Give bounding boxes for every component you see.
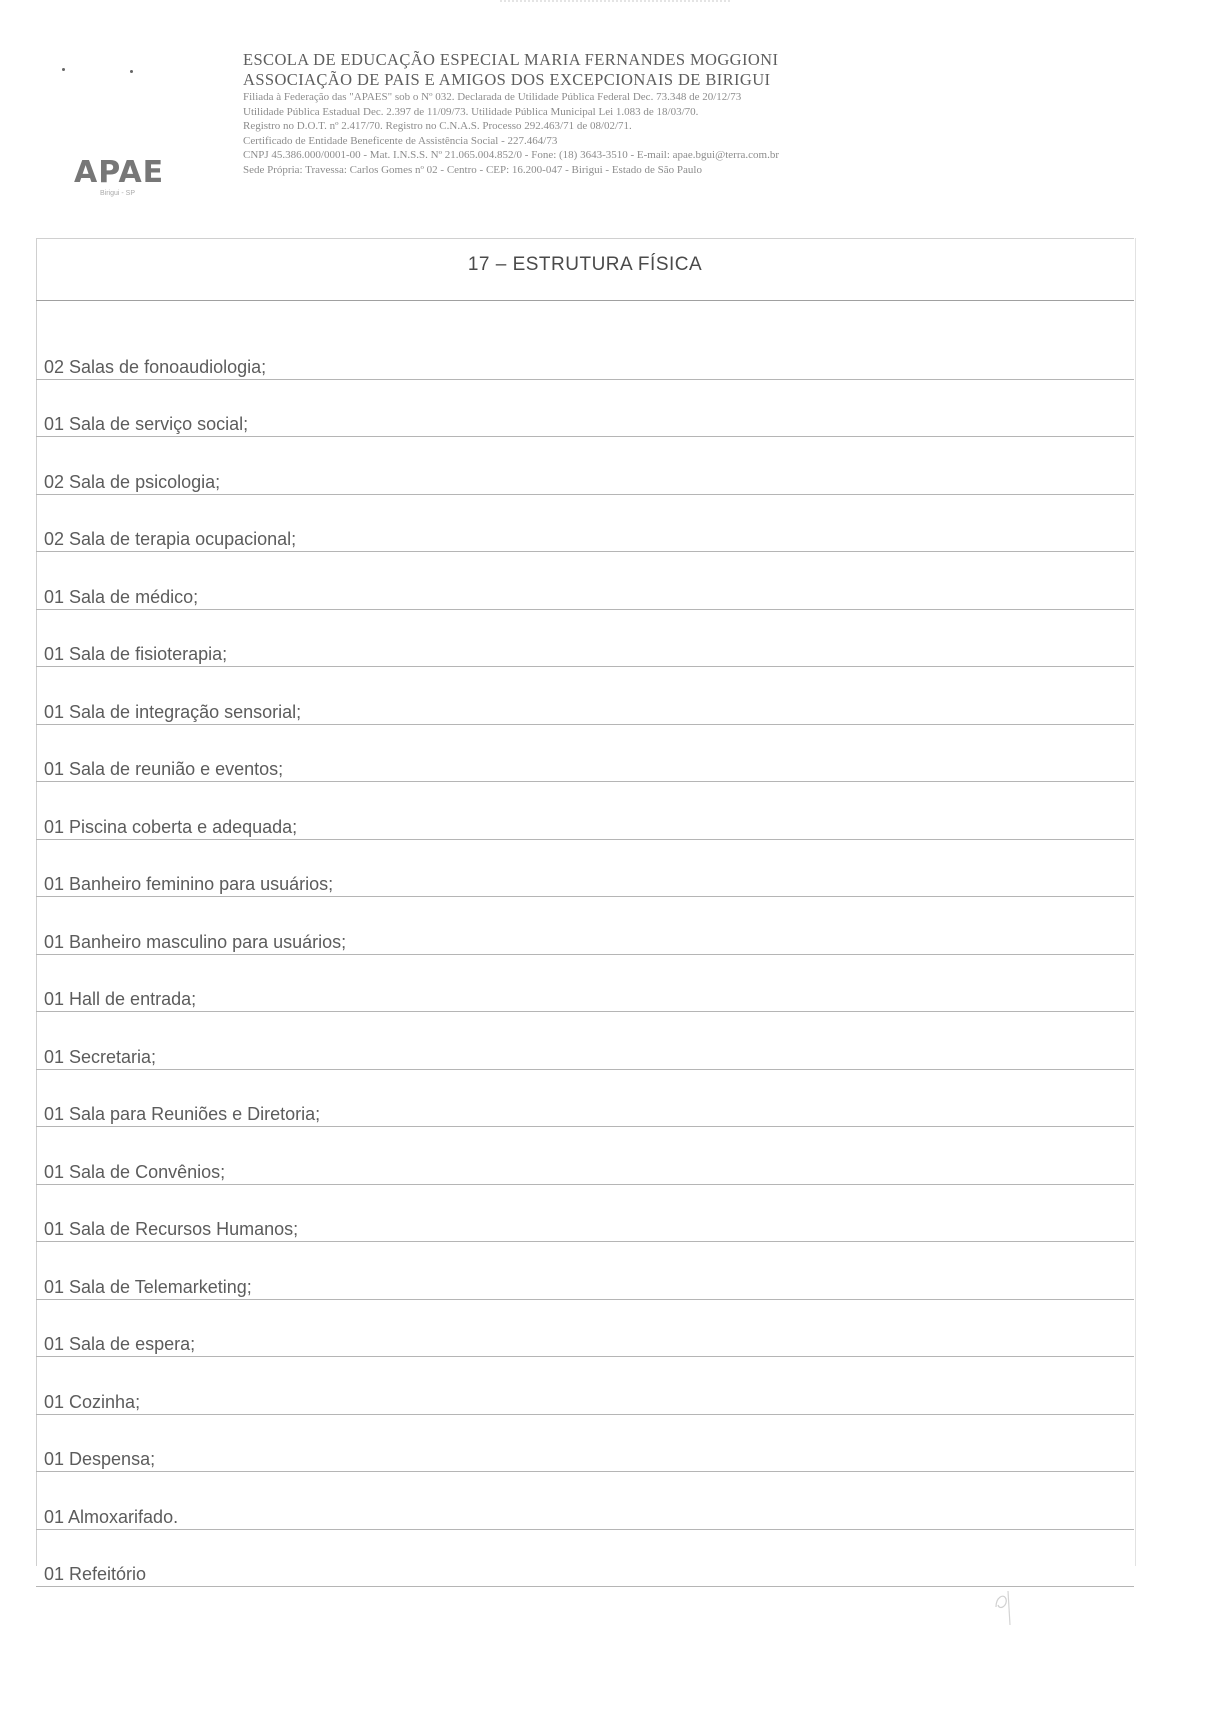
list-item [36, 1127, 1134, 1185]
letterhead-detail-line: Certificado de Entidade Beneficente de Assistência Social - 227.464/73 [243, 134, 558, 147]
apae-logo [74, 155, 184, 197]
association-name: ASSOCIAÇÃO DE PAIS E AMIGOS DOS EXCEPCIONAIS DE BIRIGUI [243, 70, 771, 89]
list-item [36, 552, 1134, 610]
list-item [36, 380, 1134, 438]
list-item [36, 782, 1134, 840]
list-item [36, 897, 1134, 955]
list-item-text: 01 Sala de Telemarketing; [44, 1276, 252, 1297]
list-item-text: 01 Cozinha; [44, 1391, 141, 1412]
list-item [36, 725, 1134, 783]
handwritten-page-mark [990, 1585, 1016, 1629]
logo-text: APAE [74, 155, 165, 190]
list-item-text: 01 Secretaria; [44, 1046, 157, 1067]
list-item [36, 322, 1134, 380]
list-item-text: 01 Sala de reunião e eventos; [44, 759, 284, 779]
scan-artifact [500, 0, 730, 10]
list-item-text: 01 Sala de Convênios; [44, 1161, 226, 1182]
list-item [36, 610, 1134, 668]
list-item-text: 01 Despensa; [44, 1449, 156, 1469]
list-item-text: 01 Sala de integração sensorial; [44, 701, 302, 722]
list-item-text: 01 Sala de espera; [44, 1334, 196, 1354]
list-item-text: 01 Almoxarifado. [44, 1506, 179, 1527]
logo-subtitle: Birigui - SP [100, 190, 136, 197]
list-item [36, 1242, 1134, 1300]
list-item-text: 01 Sala para Reuniões e Diretoria; [44, 1104, 321, 1124]
list-item-text: 01 Sala de fisioterapia; [44, 644, 228, 664]
list-item-text: 01 Hall de entrada; [44, 989, 197, 1009]
facilities-list [36, 322, 1134, 1587]
letterhead-detail-line: CNPJ 45.386.000/0001-00 - Mat. I.N.S.S. Nº 21.065.004.852/0 - Fone: (18) 3643-3510 - E-mail: apae.bgui@terra.com.br [243, 149, 779, 161]
list-item [36, 840, 1134, 898]
title-divider [36, 300, 1134, 301]
list-item [36, 955, 1134, 1013]
list-item-text: 01 Sala de serviço social; [44, 414, 249, 434]
letterhead-detail-line: Sede Própria: Travessa: Carlos Gomes nº 02 - Centro - CEP: 16.200-047 - Birigui - Estado de São Paulo [243, 163, 702, 176]
list-item [36, 1012, 1134, 1070]
list-item [36, 1472, 1134, 1530]
school-name: ESCOLA DE EDUCAÇÃO ESPECIAL MARIA FERNANDES MOGGIONI [243, 50, 779, 69]
list-item-text: 01 Banheiro masculino para usuários; [44, 931, 347, 952]
list-item-text: 01 Piscina coberta e adequada; [44, 816, 298, 837]
list-item-text: 01 Sala de médico; [44, 586, 199, 607]
list-item [36, 1300, 1134, 1358]
list-item-text: 01 Refeitório [44, 1564, 147, 1584]
list-item [36, 667, 1134, 725]
list-item [36, 1357, 1134, 1415]
list-item-text: 01 Banheiro feminino para usuários; [44, 874, 334, 894]
list-item [36, 1070, 1134, 1128]
list-item [36, 1185, 1134, 1243]
list-item [36, 437, 1134, 495]
list-item-text: 02 Sala de psicologia; [44, 471, 221, 492]
letterhead-detail-line: Registro no D.O.T. nº 2.417/70. Registro no C.N.A.S. Processo 292.463/71 de 08/02/71. [243, 120, 632, 132]
list-item-text: 01 Sala de Recursos Humanos; [44, 1219, 299, 1239]
letterhead [243, 50, 1003, 177]
letterhead-detail-line: Utilidade Pública Estadual Dec. 2.397 de 11/09/73. Utilidade Pública Municipal Lei 1.083 de 18/03/70. [243, 105, 699, 118]
list-item [36, 495, 1134, 553]
list-item-text: 02 Salas de fonoaudiologia; [44, 356, 267, 377]
section-title: 17 – ESTRUTURA FÍSICA [467, 254, 703, 275]
decorative-dots [60, 64, 140, 74]
list-item-text: 02 Sala de terapia ocupacional; [44, 529, 297, 549]
list-item [36, 1415, 1134, 1473]
list-item [36, 1530, 1134, 1588]
letterhead-detail-line: Filiada à Federação das "APAES" sob o Nº 032. Declarada de Utilidade Pública Federal Dec. 73.348 de 20/12/73 [243, 91, 742, 103]
